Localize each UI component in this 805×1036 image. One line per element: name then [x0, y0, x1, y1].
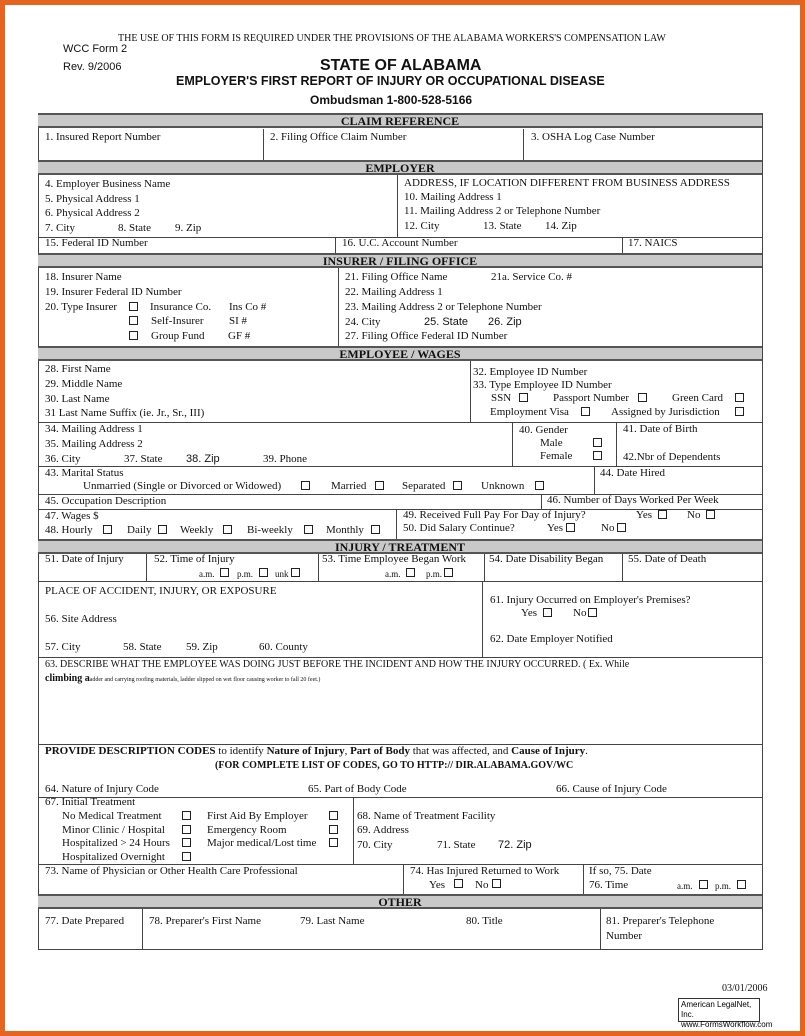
- codes-codes-t3: that was affected, and: [409, 745, 512, 757]
- label-header-form_id: WCC Form 2: [63, 43, 128, 55]
- label-injury-f51: 51. Date of Injury: [45, 553, 124, 565]
- label-employee-daily: Daily: [127, 524, 152, 536]
- label-employer-f4: 4. Employer Business Name: [45, 178, 171, 190]
- label-employee-yes: Yes: [636, 509, 653, 521]
- label-employer-f16: 16. U.C. Account Number: [342, 237, 458, 249]
- divider: [335, 237, 336, 253]
- codes-codes-t1: to identify: [215, 745, 267, 757]
- label-employer-f17: 17. NAICS: [628, 237, 678, 249]
- label-injury-yes: Yes: [521, 607, 538, 619]
- ssn-checkbox[interactable]: [519, 393, 528, 402]
- salary-no-checkbox[interactable]: [617, 523, 626, 532]
- label-other-f79: 79. Last Name: [300, 915, 365, 927]
- divider: [594, 466, 595, 494]
- label-claim-f1: 1. Insured Report Number: [45, 131, 161, 143]
- label-injury-yes: Yes: [429, 879, 446, 891]
- label-header-notice: THE USE OF THIS FORM IS REQUIRED UNDER THE PROVISIONS OF THE ALABAMA WORKERS'S COMPENSATION LAW: [118, 33, 666, 44]
- label-injury-f75: If so, 75. Date: [589, 865, 652, 877]
- passport-checkbox[interactable]: [638, 393, 647, 402]
- label-employee-no: No: [687, 509, 701, 521]
- label-employee-f49: 49. Received Full Pay For Day of Injury?: [403, 509, 586, 521]
- divider: [622, 554, 623, 581]
- injury-am-checkbox[interactable]: [220, 568, 229, 577]
- full-pay-yes-checkbox[interactable]: [658, 510, 667, 519]
- label-employee-f38: 38. Zip: [186, 453, 220, 465]
- return-am-checkbox[interactable]: [699, 880, 708, 889]
- insurance-co-checkbox[interactable]: [129, 302, 138, 311]
- label-employee-f48: 48. Hourly: [45, 524, 93, 536]
- label-injury-f65: 65. Part of Body Code: [308, 783, 407, 795]
- returned-yes-checkbox[interactable]: [454, 879, 463, 888]
- label-employee-separated: Separated: [402, 480, 446, 492]
- codes-codes-cause: Cause of Injury: [511, 745, 586, 757]
- label-employee-f41: 41. Date of Birth: [623, 423, 698, 435]
- label-injury-place: PLACE OF ACCIDENT, INJURY, OR EXPOSURE: [45, 585, 277, 597]
- section-header-claim: CLAIM REFERENCE: [38, 113, 762, 128]
- label-employee-weekly: Weekly: [180, 524, 214, 536]
- codes-codes-body: Part of Body: [350, 745, 410, 757]
- label-injury-pm: p.m.: [715, 881, 732, 891]
- label-employee-f31: 31 Last Name Suffix (ie. Jr., Sr., III): [45, 407, 205, 419]
- label-employee-passport: Passport Number: [553, 392, 630, 404]
- divider: [583, 864, 584, 894]
- label-employee-f30: 30. Last Name: [45, 393, 110, 405]
- label-employee-f35: 35. Mailing Address 2: [45, 438, 143, 450]
- codes-codes-lead: PROVIDE DESCRIPTION CODES: [45, 745, 216, 757]
- label-insurer-f27: 27. Filing Office Federal ID Number: [345, 330, 508, 342]
- label-injury-f71: 71. State: [437, 839, 476, 851]
- hospitalized-overnight-checkbox[interactable]: [182, 852, 191, 861]
- label-injury-f63_example: ladder and carrying roofing materials, ladder slipped on wet floor causing worker to fall 20 feet.): [88, 677, 321, 683]
- salary-yes-checkbox[interactable]: [566, 523, 575, 532]
- label-footer-date: 03/01/2006: [722, 983, 768, 994]
- label-insurer-f22: 22. Mailing Address 1: [345, 286, 443, 298]
- unmarried-checkbox[interactable]: [301, 481, 310, 490]
- label-injury-t_first_aid: First Aid By Employer: [207, 810, 308, 822]
- label-injury-t_er: Emergency Room: [207, 824, 287, 836]
- label-injury-codes_link: (FOR COMPLETE LIST OF CODES, GO TO HTTP:// DIR.ALABAMA.GOV/WC: [215, 760, 574, 771]
- label-insurer-f21: 21. Filing Office Name: [345, 271, 448, 283]
- divider: [38, 581, 762, 582]
- form-page: [5, 5, 800, 1031]
- emergency-room-checkbox[interactable]: [329, 825, 338, 834]
- label-insurer-f23: 23. Mailing Address 2 or Telephone Number: [345, 301, 542, 313]
- label-employee-f32: 32. Employee ID Number: [473, 366, 588, 378]
- label-injury-f63_example_lead: climbing a: [45, 673, 90, 684]
- label-other-f81b: Number: [606, 930, 643, 942]
- section-header-employee: EMPLOYEE / WAGES: [38, 346, 762, 361]
- hospitalized-24h-checkbox[interactable]: [182, 838, 191, 847]
- label-employee-f28: 28. First Name: [45, 363, 111, 375]
- label-insurer-opt_ins: Insurance Co.: [150, 301, 212, 313]
- label-injury-f74: 74. Has Injured Returned to Work: [410, 865, 560, 877]
- label-employer-f5: 5. Physical Address 1: [45, 193, 140, 205]
- codes-instruction: [45, 745, 588, 758]
- male-checkbox[interactable]: [593, 438, 602, 447]
- label-employee-f33: 33. Type Employee ID Number: [473, 379, 612, 391]
- label-employee-f42: 42.Nbr of Dependents: [623, 451, 721, 463]
- divider: [470, 361, 471, 422]
- unknown-checkbox[interactable]: [535, 481, 544, 490]
- label-insurer-f18: 18. Insurer Name: [45, 271, 122, 283]
- label-injury-f58: 58. State: [123, 641, 162, 653]
- label-other-f80: 80. Title: [466, 915, 503, 927]
- divider: [338, 268, 339, 346]
- married-checkbox[interactable]: [375, 481, 384, 490]
- label-injury-f62: 62. Date Employer Notified: [490, 633, 613, 645]
- label-injury-no: No: [573, 607, 587, 619]
- label-employee-f37: 37. State: [124, 453, 163, 465]
- label-employee-yes: Yes: [547, 522, 564, 534]
- label-employee-f45: 45. Occupation Description: [45, 495, 167, 507]
- codes-codes-t2: ,: [344, 745, 351, 757]
- label-injury-f69: 69. Address: [357, 824, 409, 836]
- label-header-state: STATE OF ALABAMA: [320, 57, 482, 74]
- label-employee-f36: 36. City: [45, 453, 81, 465]
- label-employer-f12: 12. City: [404, 220, 440, 232]
- divider: [600, 909, 601, 949]
- label-other-f81: 81. Preparer's Telephone: [606, 915, 715, 927]
- label-injury-t_major: Major medical/Lost time: [207, 837, 317, 849]
- major-medical-checkbox[interactable]: [329, 838, 338, 847]
- weekly-checkbox[interactable]: [223, 525, 232, 534]
- label-injury-t_overnight: Hospitalized Overnight: [62, 851, 165, 863]
- employment-visa-checkbox[interactable]: [581, 407, 590, 416]
- divider: [397, 175, 398, 237]
- assigned-by-jurisdiction-checkbox[interactable]: [735, 407, 744, 416]
- divider: [38, 797, 762, 798]
- section-header-insurer: INSURER / FILING OFFICE: [38, 253, 762, 268]
- label-employee-jurisdiction: Assigned by Jurisdiction: [611, 406, 720, 418]
- divider: [353, 797, 354, 864]
- label-insurer-f21a: 21a. Service Co. #: [491, 271, 572, 283]
- label-employer-f14: 14. Zip: [545, 220, 577, 232]
- label-employee-visa: Employment Visa: [490, 406, 569, 418]
- label-injury-am: a.m.: [677, 881, 693, 891]
- label-injury-f53: 53. Time Employee Began Work: [322, 553, 467, 565]
- divider: [38, 113, 39, 949]
- monthly-checkbox[interactable]: [371, 525, 380, 534]
- label-insurer-f26: 26. Zip: [488, 316, 522, 328]
- label-insurer-opt_ins_no: Ins Co #: [229, 301, 267, 313]
- separated-checkbox[interactable]: [453, 481, 462, 490]
- label-insurer-opt_group_no: GF #: [228, 330, 251, 342]
- label-injury-unk: unk: [275, 569, 289, 579]
- divider: [523, 129, 524, 160]
- label-header-title: EMPLOYER'S FIRST REPORT OF INJURY OR OCCUPATIONAL DISEASE: [176, 74, 605, 88]
- label-injury-f72: 72. Zip: [498, 839, 532, 851]
- label-header-revision: Rev. 9/2006: [63, 61, 122, 73]
- hourly-checkbox[interactable]: [103, 525, 112, 534]
- label-employee-f39: 39. Phone: [263, 453, 307, 465]
- label-employee-f47: 47. Wages $: [45, 510, 99, 522]
- premises-no-checkbox[interactable]: [588, 608, 597, 617]
- label-injury-f73: 73. Name of Physician or Other Health Care Professional: [45, 865, 298, 877]
- divider: [482, 581, 483, 657]
- label-employer-f8: 8. State: [118, 222, 151, 234]
- label-injury-t_minor: Minor Clinic / Hospital: [62, 824, 165, 836]
- label-insurer-opt_self: Self-Insurer: [151, 315, 204, 327]
- bi-weekly-checkbox[interactable]: [304, 525, 313, 534]
- label-injury-f64: 64. Nature of Injury Code: [45, 783, 159, 795]
- label-insurer-f24: 24. City: [345, 316, 381, 328]
- label-employer-f11: 11. Mailing Address 2 or Telephone Number: [404, 205, 601, 217]
- codes-codes-nature: Nature of Injury: [266, 745, 345, 757]
- label-employer-f15: 15. Federal ID Number: [45, 237, 148, 249]
- label-injury-f70: 70. City: [357, 839, 393, 851]
- label-employee-married: Married: [331, 480, 367, 492]
- label-injury-f67: 67. Initial Treatment: [45, 796, 136, 808]
- label-injury-f56: 56. Site Address: [45, 613, 117, 625]
- label-injury-f52: 52. Time of Injury: [154, 553, 235, 565]
- label-employee-f29: 29. Middle Name: [45, 378, 123, 390]
- began-work-am-checkbox[interactable]: [406, 568, 415, 577]
- divider: [38, 949, 763, 950]
- full-pay-no-checkbox[interactable]: [706, 510, 715, 519]
- label-employee-f46: 46. Number of Days Worked Per Week: [547, 494, 719, 506]
- label-insurer-f25: 25. State: [424, 316, 469, 328]
- began-work-pm-checkbox[interactable]: [444, 568, 453, 577]
- minor-clinic-checkbox[interactable]: [182, 825, 191, 834]
- divider: [541, 494, 542, 509]
- label-employer-f7: 7. City: [45, 222, 75, 234]
- label-injury-t_none: No Medical Treatment: [62, 810, 162, 822]
- label-employee-unmarried: Unmarried (Single or Divorced or Widowed): [83, 480, 282, 492]
- label-injury-t_24h: Hospitalized > 24 Hours: [62, 837, 170, 849]
- codes-codes-t4: .: [585, 745, 588, 757]
- self-insurer-checkbox[interactable]: [129, 316, 138, 325]
- label-insurer-f20: 20. Type Insurer: [45, 301, 118, 313]
- divider: [263, 129, 264, 160]
- divider: [318, 554, 319, 581]
- divider: [762, 113, 763, 949]
- no-medical-treatment-checkbox[interactable]: [182, 811, 191, 820]
- label-employee-no: No: [601, 522, 615, 534]
- label-injury-pm: p.m.: [426, 569, 443, 579]
- first-aid-checkbox[interactable]: [329, 811, 338, 820]
- label-insurer-opt_group: Group Fund: [151, 330, 205, 342]
- label-employee-male: Male: [540, 437, 563, 449]
- injury-unk-checkbox[interactable]: [291, 568, 300, 577]
- divider: [146, 554, 147, 581]
- label-other-f77: 77. Date Prepared: [45, 915, 125, 927]
- returned-no-checkbox[interactable]: [492, 879, 501, 888]
- label-employee-green_card: Green Card: [672, 392, 724, 404]
- label-insurer-f19: 19. Insurer Federal ID Number: [45, 286, 182, 298]
- female-checkbox[interactable]: [593, 451, 602, 460]
- divider: [616, 422, 617, 466]
- label-employee-female: Female: [540, 450, 573, 462]
- divider: [396, 509, 397, 539]
- label-employee-f34: 34. Mailing Address 1: [45, 423, 143, 435]
- footer-publisher: American LegalNet, Inc.: [681, 1000, 752, 1019]
- green-card-checkbox[interactable]: [735, 393, 744, 402]
- label-employee-f44: 44. Date Hired: [600, 467, 666, 479]
- label-employee-f50: 50. Did Salary Continue?: [403, 522, 515, 534]
- label-injury-f57: 57. City: [45, 641, 81, 653]
- injury-pm-checkbox[interactable]: [259, 568, 268, 577]
- section-header-injury: INJURY / TREATMENT: [38, 539, 762, 554]
- label-injury-pm: p.m.: [237, 569, 254, 579]
- label-injury-f76: 76. Time: [589, 879, 629, 891]
- divider: [38, 509, 762, 510]
- divider: [512, 422, 513, 466]
- label-employer-f9: 9. Zip: [175, 222, 202, 234]
- divider: [142, 909, 143, 949]
- label-employee-f43: 43. Marital Status: [45, 467, 124, 479]
- label-header-ombudsman: Ombudsman 1-800-528-5166: [310, 93, 473, 107]
- label-employer-f10: 10. Mailing Address 1: [404, 191, 502, 203]
- label-employee-unknown: Unknown: [481, 480, 525, 492]
- daily-checkbox[interactable]: [158, 525, 167, 534]
- label-employee-monthly: Monthly: [326, 524, 364, 536]
- publisher-stamp: [678, 998, 773, 1029]
- label-claim-f2: 2. Filing Office Claim Number: [270, 131, 407, 143]
- label-insurer-opt_self_no: SI #: [229, 315, 248, 327]
- section-header-employer: EMPLOYER: [38, 160, 762, 175]
- divider: [622, 237, 623, 253]
- section-header-other: OTHER: [38, 894, 762, 909]
- label-injury-f68: 68. Name of Treatment Facility: [357, 810, 496, 822]
- label-injury-no: No: [475, 879, 489, 891]
- label-injury-f66: 66. Cause of Injury Code: [556, 783, 667, 795]
- label-injury-f55: 55. Date of Death: [628, 553, 707, 565]
- label-employee-ssn: SSN: [491, 392, 512, 404]
- group-fund-checkbox[interactable]: [129, 331, 138, 340]
- label-injury-f61: 61. Injury Occurred on Employer's Premises?: [490, 594, 691, 606]
- label-injury-am: a.m.: [385, 569, 401, 579]
- premises-yes-checkbox[interactable]: [543, 608, 552, 617]
- label-injury-f59: 59. Zip: [186, 641, 218, 653]
- label-employer-f13: 13. State: [483, 220, 522, 232]
- label-injury-f63: 63. DESCRIBE WHAT THE EMPLOYEE WAS DOING JUST BEFORE THE INCIDENT AND HOW THE INJURY OCCURRED. ( Ex. While: [45, 659, 630, 670]
- label-employer-f6: 6. Physical Address 2: [45, 207, 140, 219]
- label-claim-f3: 3. OSHA Log Case Number: [531, 131, 655, 143]
- label-injury-f60: 60. County: [259, 641, 308, 653]
- label-employee-f40: 40. Gender: [519, 424, 568, 436]
- label-other-f78: 78. Preparer's First Name: [149, 915, 261, 927]
- label-injury-am: a.m.: [199, 569, 215, 579]
- footer-website: www.FormsWorkflow.com: [681, 1020, 773, 1029]
- return-pm-checkbox[interactable]: [737, 880, 746, 889]
- divider: [484, 554, 485, 581]
- label-injury-f54: 54. Date Disability Began: [489, 553, 604, 565]
- divider: [403, 864, 404, 894]
- label-employer-alt_heading: ADDRESS, IF LOCATION DIFFERENT FROM BUSINESS ADDRESS: [404, 177, 730, 189]
- label-employee-biweekly: Bi-weekly: [247, 524, 293, 536]
